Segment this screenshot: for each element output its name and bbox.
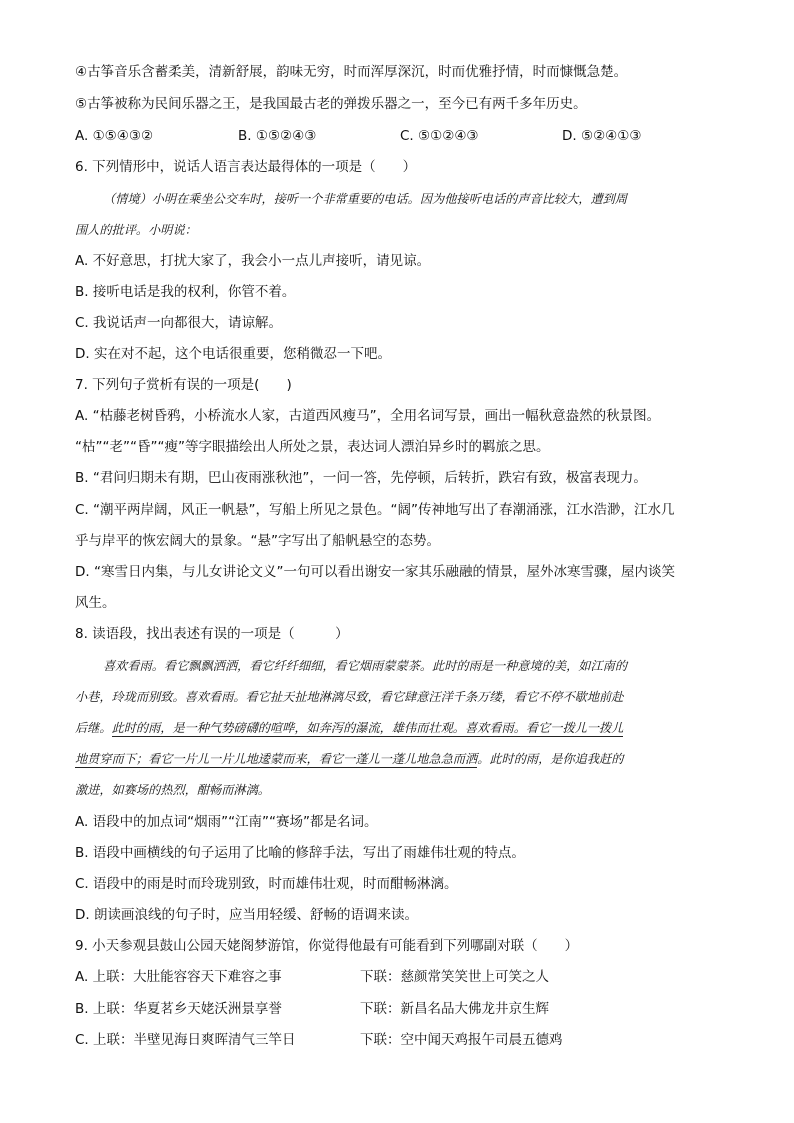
q8-wavy-sentence-start: 喜欢看雨。看它一拨儿一拨儿 [465, 721, 624, 735]
q7-option-d-line2: 风生。 [75, 595, 116, 611]
q6-context-line1: （情境）小明在乘坐公交车时，接听一个非常重要的电话。因为他接听电话的声音比较大，遭到周 [103, 192, 628, 206]
q7-option-a-line1: A. “枯藤老树昏鸦，小桥流水人家，古道西风瘦马”，全用名词写景，画出一幅秋意盎然的秋景图。 [75, 408, 661, 424]
q8-underlined-sentence: 此时的雨，是一种气势磅礴的喧哗，如奔泻的瀑流，雄伟而壮观。 [111, 721, 465, 735]
q9-option-b-lower: 下联：新昌名品大佛龙井京生辉 [360, 1001, 549, 1017]
q8-passage-line4 [75, 749, 623, 769]
q8-option-b: B. 语段中画横线的句子运用了比喻的修辞手法，写出了雨雄伟壮观的特点。 [75, 845, 525, 861]
q9-option-b-upper: B. 上联：华夏茗乡天姥沃洲景享誉 [75, 1001, 282, 1017]
q5-option-b: B. ①⑤②④③ [238, 128, 317, 144]
q8-passage-line5: 激进，如赛场的热烈，酣畅而淋漓。 [75, 783, 270, 797]
q8-passage-line1: 喜欢看雨。看它飘飘洒洒，看它纤纤细细，看它烟雨蒙蒙茶。此时的雨是一种意境的美，如江南的 [103, 659, 628, 673]
q7-option-b: B. “君问归期未有期，巴山夜雨涨秋池”，一问一答，先停顿，后转折，跌宕有致，极富表现力。 [75, 470, 647, 486]
q8-wavy-sentence-end: 地贯穿而下；看它一片儿一片儿地逶蒙而来，看它一蓬儿一蓬儿地急急而洒 [75, 752, 478, 766]
q8-passage-line3 [75, 718, 623, 738]
q5-option-c: C. ⑤①②④③ [400, 128, 479, 144]
q8-option-d: D. 朗读画浪线的句子时，应当用轻缓、舒畅的语调来读。 [75, 907, 418, 923]
q8-passage-line2: 小巷，玲珑而别致。喜欢看雨。看它扯天扯地淋漓尽致，看它肆意汪洋千条万缕，看它不停不歇地前赴 [75, 690, 624, 704]
q8-option-a: A. 语段中的加点词“烟雨”“江南”“赛场”都是名词。 [75, 814, 378, 830]
q8-passage-line3-start: 后继。 [75, 721, 112, 735]
q5-option-a: A. ①⑤④③② [75, 128, 154, 144]
q9-option-a-upper: A. 上联：大肚能容容天下难容之事 [75, 969, 282, 985]
q9-option-a-lower: 下联：慈颜常笑笑世上可笑之人 [360, 969, 549, 985]
q7-option-d-line1: D. “寒雪日内集，与儿女讲论文义”一句可以看出谢安一家其乐融融的情景，屋外冰寒雪骤，屋内谈笑 [75, 564, 675, 580]
q8-option-c: C. 语段中的雨是时而玲珑别致，时而雄伟壮观，时而酣畅淋漓。 [75, 876, 458, 892]
q7-option-c-line1: C. “潮平两岸阔，风正一帆悬”，写船上所见之景色。“阔”传神地写出了春潮涌涨，江水浩渺，江水几 [75, 502, 675, 518]
q6-stem: 6. 下列情形中，说话人语言表达最得体的一项是（ ） [75, 159, 417, 175]
q6-option-b: B. 接听电话是我的权利，你管不着。 [75, 284, 296, 300]
q6-option-a: A. 不好意思，打扰大家了，我会小一点儿声接听，请见谅。 [75, 253, 431, 269]
q8-passage-line4-rest: 。此时的雨，是你追我赶的 [477, 752, 624, 766]
sentence-4: ④古筝音乐含蓄柔美，清新舒展，韵味无穷，时而浑厚深沉，时而优雅抒情，时而慷慨急楚。 [75, 64, 628, 80]
q5-option-d: D. ⑤②④①③ [562, 128, 642, 144]
q6-option-c: C. 我说话声一向都很大，请谅解。 [75, 315, 283, 331]
q9-option-c-lower: 下联：空中闻天鸡报午司晨五德鸡 [360, 1032, 563, 1048]
q9-option-c-upper: C. 上联：半壁见海日爽晖清气三竿日 [75, 1032, 296, 1048]
q6-option-d: D. 实在对不起，这个电话很重要，您稍微忍一下吧。 [75, 346, 391, 362]
q8-stem: 8. 读语段，找出表述有误的一项是（ ） [75, 626, 349, 642]
q9-stem: 9. 小天参观县鼓山公园天姥阁梦游馆，你觉得他最有可能看到下列哪副对联（ ） [75, 938, 579, 954]
q6-context-line2: 围人的批评。小明说： [75, 223, 197, 237]
q7-stem: 7. 下列句子赏析有误的一项是( ) [75, 377, 292, 393]
sentence-5: ⑤古筝被称为民间乐器之王，是我国最古老的弹拨乐器之一，至今已有两千多年历史。 [75, 96, 587, 112]
q7-option-c-line2: 乎与岸平的恢宏阔大的景象。“悬”字写出了船帆悬空的态势。 [75, 533, 440, 549]
q7-option-a-line2: “枯”“老”“昏”“瘦”等字眼描绘出人所处之景，表达词人漂泊异乡时的羁旅之思。 [75, 439, 550, 455]
